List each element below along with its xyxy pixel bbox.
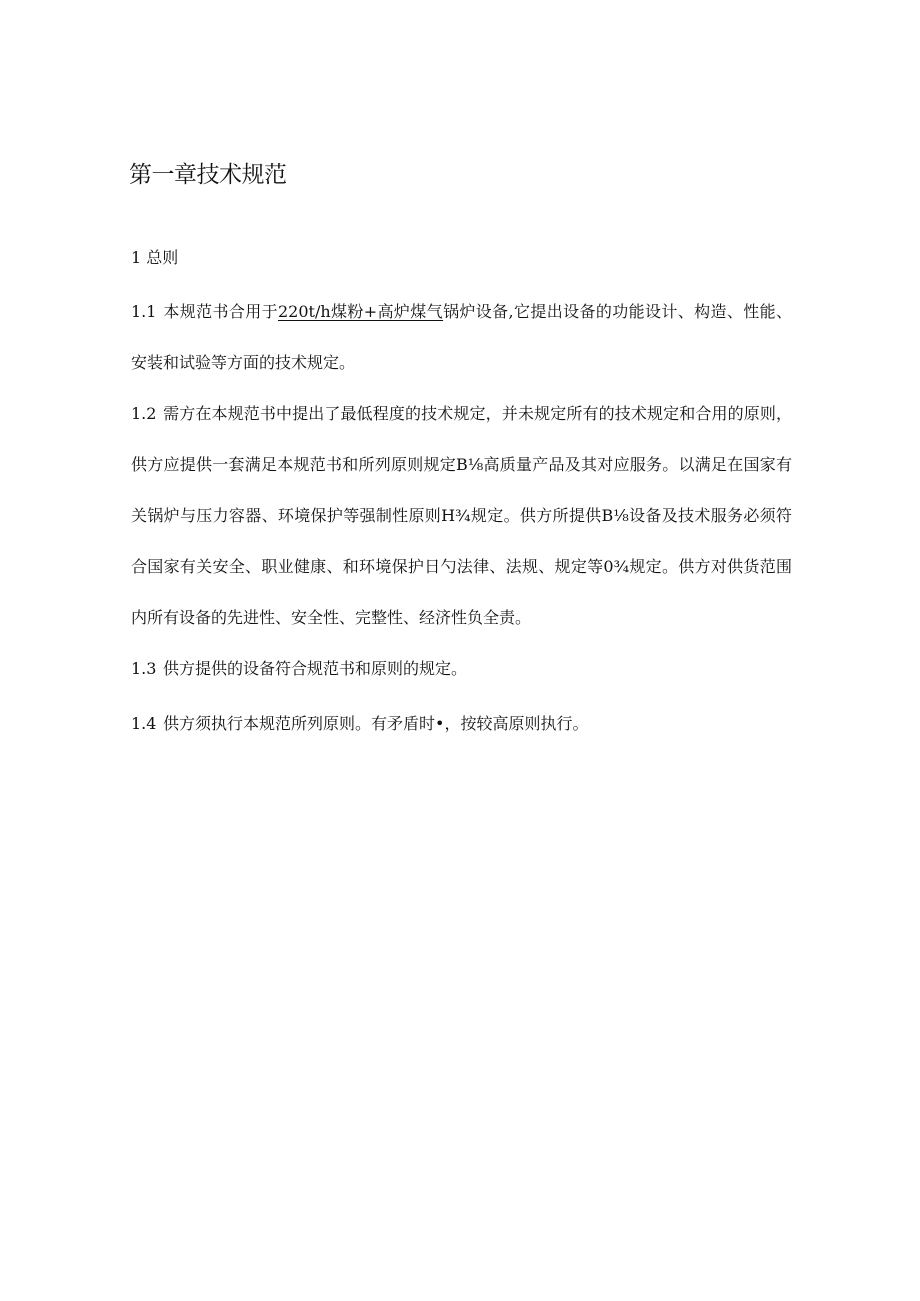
section-heading: 1 总则: [131, 248, 179, 267]
paragraph-number: 1.1: [131, 302, 157, 321]
body-copy: [131, 286, 792, 749]
paragraph-text: 需方在本规范书中提出了最低程度的技术规定，并未规定所有的技术规定和合用的原则，供方应提供一套满足本规范书和所列原则规定B⅛高质量产品及其对应服务。以满足在国家有关锅炉与压力容器、环境保护等强制性原则H¾规定。供方所提供B⅛设备及技术服务必须符合国家有关安全、职业健康、和环境保护日勺法律、法规、规定等0¾规定。供方对供货范围内所有设备的先进性、安全性、完整性、经济性负全责。: [131, 404, 792, 627]
paragraph-text-end: 锅炉设备,它提出设备的功能设计、构造、性能、安装和试验等方面的技术规定。: [131, 302, 792, 372]
paragraph-number: 1.2: [131, 404, 157, 423]
paragraph-text: 供方提供的设备符合规范书和原则的规定。: [163, 659, 468, 678]
underlined-equipment-spec: 220t/h煤粉+高炉煤气: [278, 302, 444, 321]
paragraph-text-start: 本规范书合用于: [163, 302, 278, 321]
paragraph-1-1: [131, 286, 792, 388]
paragraph-text: 供方须执行本规范所列原则。有矛盾时•，按较高原则执行。: [163, 714, 589, 733]
paragraph-number: 1.4: [131, 714, 157, 733]
chapter-title: 第一章技术规范: [129, 162, 287, 188]
paragraph-1-3: [131, 643, 792, 694]
paragraph-1-2: [131, 388, 792, 643]
paragraph-number: 1.3: [131, 659, 157, 678]
paragraph-1-4: [131, 698, 792, 749]
